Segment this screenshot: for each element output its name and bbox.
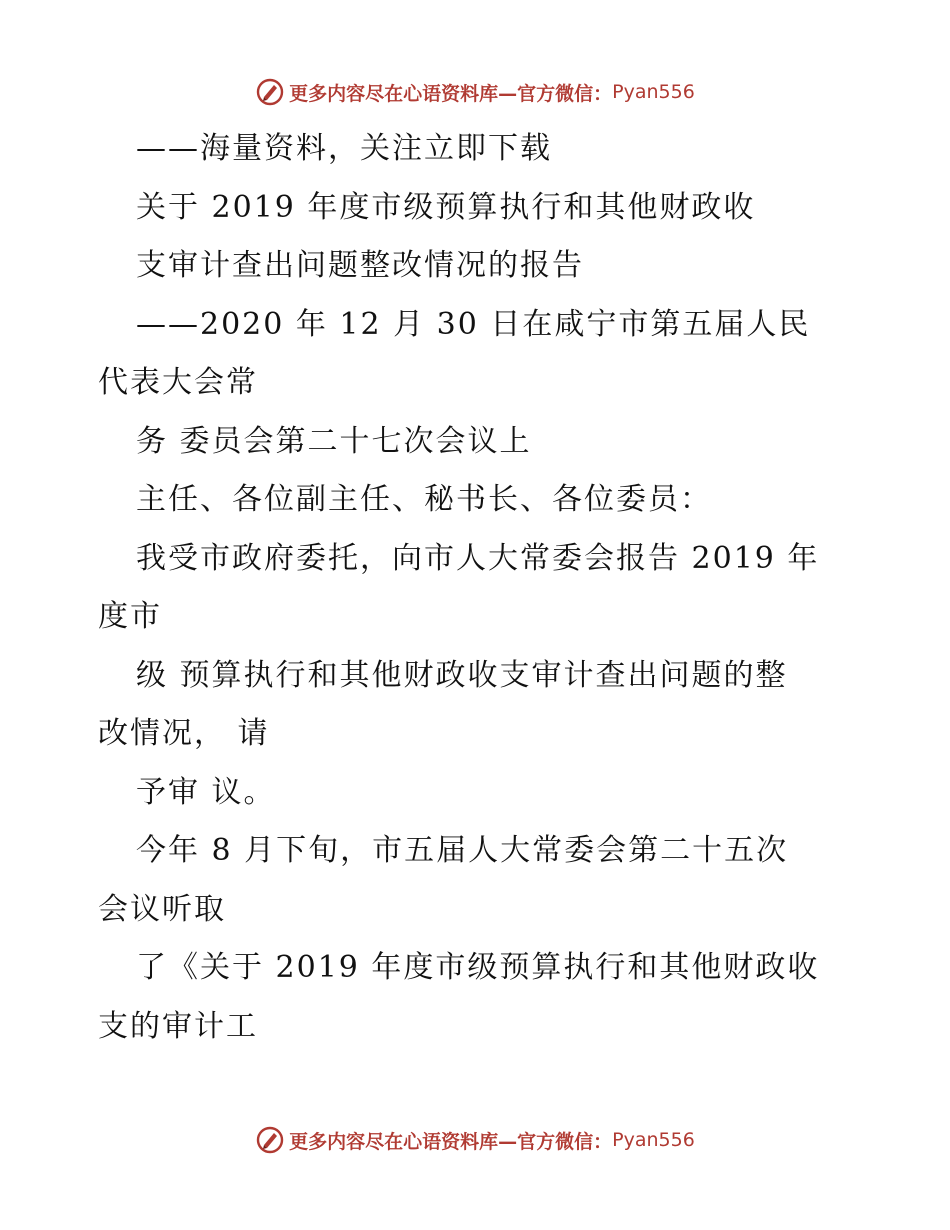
banner-text: 更多内容尽在心语资料库—官方微信： [289, 1130, 613, 1153]
pen-logo-icon [255, 77, 285, 107]
text-line: 支审计查出问题整改情况的报告 [136, 248, 584, 283]
text-line: 今年 8 月下旬，市五届人大常委会第二十五次 [136, 833, 789, 868]
text-line: 代表大会常 [98, 365, 258, 400]
document-body [98, 120, 868, 1056]
text-line: 了《关于 2019 年度市级预算执行和其他财政收 [136, 950, 820, 985]
text-line: ——海量资料，关注立即下载 [136, 131, 552, 166]
banner-wechat-id: Pyan556 [612, 1129, 695, 1151]
text-line: 级 预算执行和其他财政收支审计查出问题的整 [136, 657, 788, 693]
text-line: 务 委员会第二十七次会议上 [136, 423, 532, 459]
text-line: 会议听取 [98, 891, 226, 927]
text-line: 支的审计工 [98, 1008, 258, 1044]
text-line: 主任、各位副主任、秘书长、各位委员： [136, 482, 712, 517]
text-line: ——2020 年 12 月 30 日在咸宁市第五届人民 [136, 306, 811, 342]
text-line: 改情况， 请 [98, 716, 270, 751]
footer-banner [0, 1120, 950, 1160]
text-line: 我受市政府委托，向市人大常委会报告 2019 年 [136, 540, 820, 576]
banner-wechat-id: Pyan556 [612, 81, 695, 103]
text-line: 关于 2019 年度市级预算执行和其他财政收 [136, 189, 756, 225]
banner-text: 更多内容尽在心语资料库—官方微信： [289, 82, 613, 105]
text-line: 度市 [98, 599, 162, 634]
text-line: 予审 议。 [136, 774, 276, 810]
pen-logo-icon [255, 1125, 285, 1155]
header-banner [0, 72, 950, 112]
